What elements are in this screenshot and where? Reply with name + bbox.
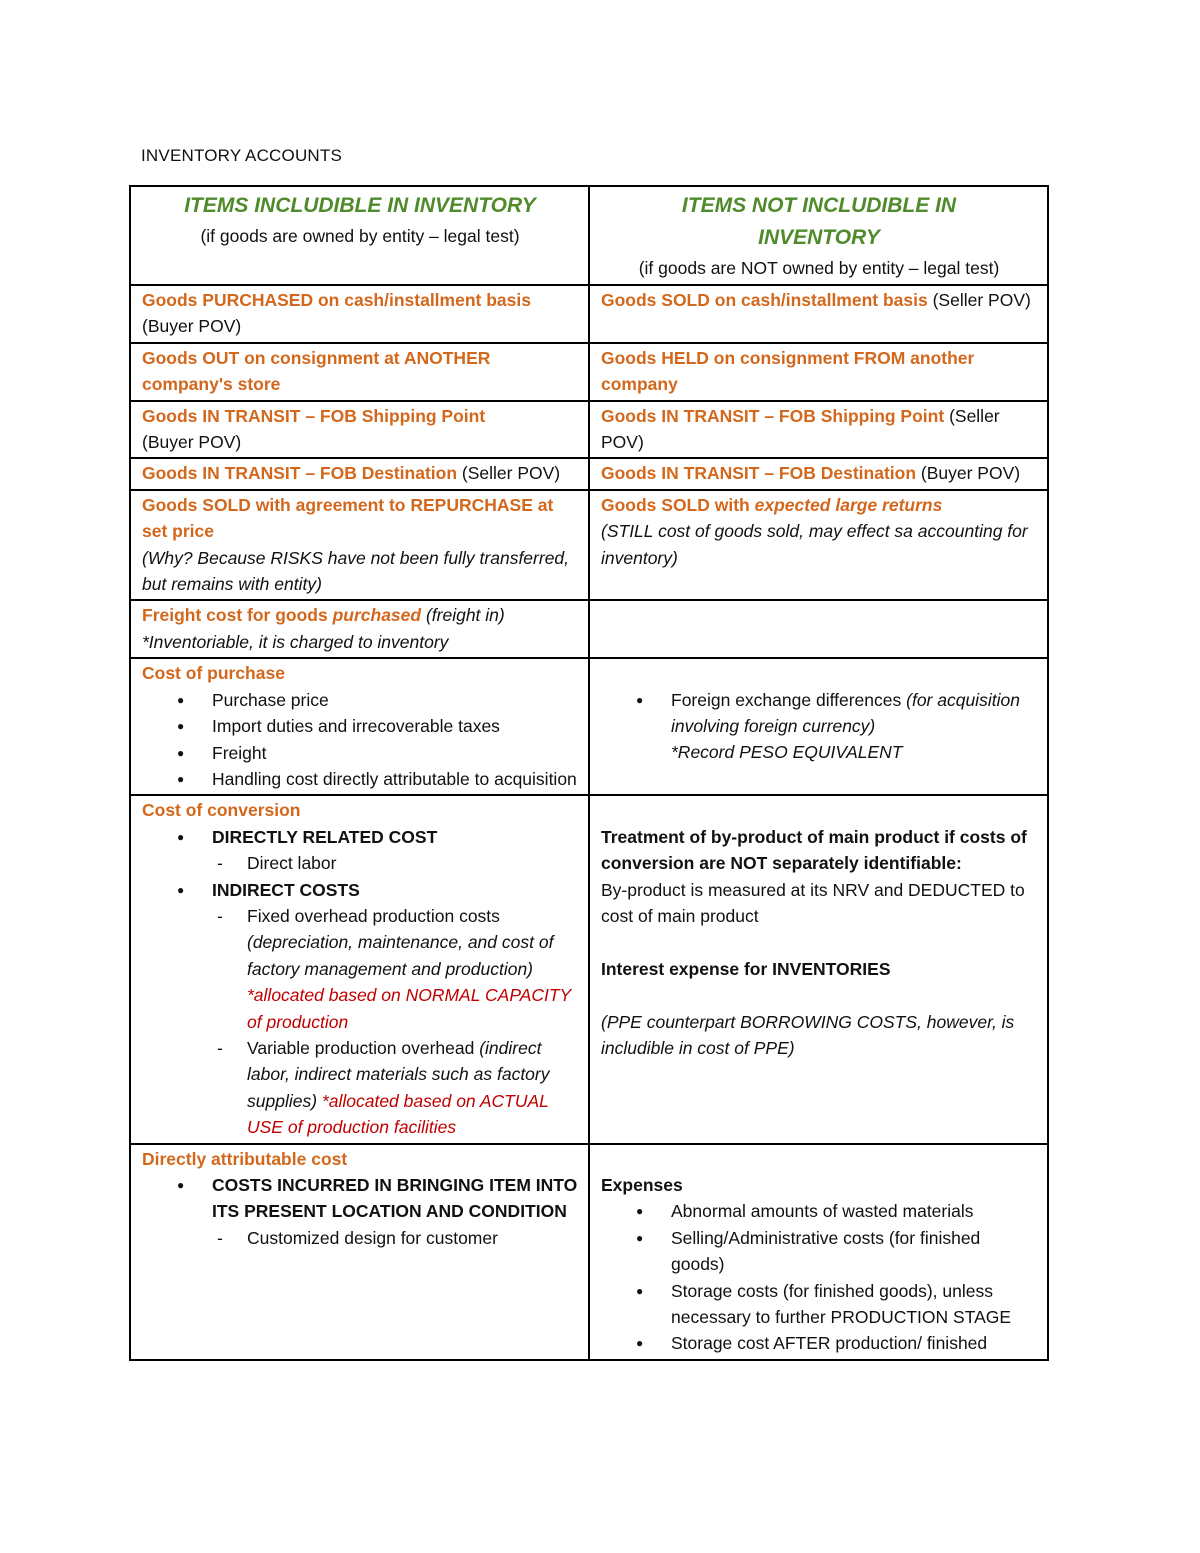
table-row [130,343,1048,401]
table-row [130,490,1048,601]
buyer-pov-note: (Buyer POV) [920,463,1021,484]
table-row [130,600,1048,658]
fob-shipping-label: Goods IN TRANSIT – FOB Shipping Point [601,405,945,426]
indirect-costs-label: INDIRECT COSTS [212,879,360,900]
foreign-exchange-note: (for acquisition involving foreign currency) [671,689,1020,737]
row-directly-attributable-cell [130,1144,589,1360]
repurchase-label: Goods SOLD with agreement to REPURCHASE at set price [142,494,554,542]
seller-pov-note: (Seller POV) [932,290,1031,310]
fob-shipping-label: Goods IN TRANSIT – FOB Shipping Point [142,405,486,426]
row-sold-cell [589,285,1048,343]
variable-overhead-allocation: *allocated based on ACTUAL USE of production facilities [247,1090,549,1138]
variable-overhead-label: Variable production overhead [247,1037,475,1058]
header-not-includible-title: ITEMS NOT INCLUDIBLE IN INVENTORY [681,194,957,249]
foreign-exchange-list [601,687,1037,766]
header-includible-title: ITEMS INCLUDIBLE IN INVENTORY [184,194,536,217]
seller-pov-note: (Seller POV) [461,463,561,484]
table-row [130,1144,1048,1360]
row-expenses-cell [589,1144,1048,1360]
directly-attributable-list [142,1172,578,1251]
fixed-overhead-allocation: *allocated based on NORMAL CAPACITY of production [247,985,571,1032]
row-fob-destination-left-cell [130,458,589,489]
header-includible-subtitle: (if goods are owned by entity – legal test) [200,226,520,246]
expenses-list [601,1198,1037,1356]
freight-label: Freight cost for goods [142,605,328,626]
row-consignment-out-cell [130,343,589,401]
variable-overhead-note: (indirect labor, indirect materials such as factory supplies) [247,1037,550,1111]
row-fob-shipping-left-cell [130,401,589,459]
goods-purchased-label: Goods PURCHASED on cash/installment basis [142,290,531,310]
goods-out-consignment-label: Goods OUT on consignment at ANOTHER company's store [142,347,491,395]
row-purchased-cell [130,285,589,343]
directly-related-cost-label: DIRECTLY RELATED COST [212,826,438,847]
direct-sub-list [212,850,578,876]
costs-incurred-label: COSTS INCURRED IN BRINGING ITEM INTO ITS PRESENT LOCATION AND CONDITION [212,1175,578,1222]
list-item [247,903,578,1035]
row-cost-of-purchase-cell [130,658,589,795]
expenses-heading: Expenses [601,1174,683,1195]
list-item: ● Handling cost directly attributable to acquisition [212,766,578,792]
table-row [130,458,1048,489]
large-returns-note: (STILL cost of goods sold, may effect sa accounting for inventory) [601,521,1028,568]
fixed-overhead-note: (depreciation, maintenance, and cost of factory management and production) [247,932,554,979]
fixed-overhead-label: Fixed overhead production costs [247,905,500,926]
indirect-sub-list [212,903,578,1141]
table-row [130,658,1048,795]
header-not-includible-subtitle: (if goods are NOT owned by entity – legal test) [638,258,1000,278]
list-item [671,687,1037,766]
row-large-returns-cell [589,490,1048,601]
list-item: ● Abnormal amounts of wasted materials [671,1198,1037,1224]
freight-in-note: (freight in) [425,605,505,626]
large-returns-label: Goods SOLD with [601,494,750,515]
buyer-pov-note: (Buyer POV) [142,316,242,337]
costs-incurred-sub-list [212,1225,578,1251]
list-item [212,1172,578,1251]
inventoriable-note: *Inventoriable, it is charged to inventory [142,631,449,652]
list-item: ● Freight [212,740,578,766]
document-title: INVENTORY ACCOUNTS [141,146,343,165]
cost-of-purchase-heading: Cost of purchase [142,663,285,684]
row-consignment-held-cell [589,343,1048,401]
goods-sold-label: Goods SOLD on cash/installment basis [601,290,928,310]
fob-destination-label: Goods IN TRANSIT – FOB Destination [142,463,458,484]
row-fob-destination-right-cell [589,458,1048,489]
inventory-table [129,185,1049,1361]
table-row [130,795,1048,1143]
row-freight-cell [130,600,589,658]
table-header-row [130,186,1048,285]
foreign-exchange-label: Foreign exchange differences [671,689,902,710]
row-byproduct-cell [589,795,1048,1143]
list-item: ● Storage costs (for finished goods), unless necessary to further PRODUCTION STAGE [671,1278,1037,1331]
header-includible [130,186,589,285]
row-repurchase-cell [130,490,589,601]
list-item [212,824,578,877]
row-fob-shipping-right-cell [589,401,1048,459]
table-row [130,285,1048,343]
interest-expense-heading: Interest expense for INVENTORIES [601,958,891,979]
list-item: - Customized design for customer [247,1225,578,1251]
list-item: ● Storage cost AFTER production/ finished [671,1330,1037,1356]
row-cost-of-conversion-cell [130,795,589,1143]
list-item: - Direct labor [247,850,578,876]
peso-equivalent-note: *Record PESO EQUIVALENT [671,742,903,763]
list-item [212,877,578,1141]
repurchase-note: (Why? Because RISKS have not been fully transferred, but remains with entity) [142,547,570,595]
goods-held-consignment-label: Goods HELD on consignment FROM another company [601,347,975,395]
freight-purchased-italic: purchased [332,605,422,626]
cost-of-conversion-heading: Cost of conversion [142,800,301,821]
list-item: ● Import duties and irrecoverable taxes [212,713,578,739]
row-freight-empty-cell [589,600,1048,658]
fob-destination-label: Goods IN TRANSIT – FOB Destination [601,463,917,484]
cost-of-conversion-list [142,824,578,1141]
byproduct-body: By-product is measured at its NRV and DEDUCTED to cost of main product [601,879,1025,926]
large-returns-italic: expected large returns [754,494,943,515]
directly-attributable-heading: Directly attributable cost [142,1148,348,1169]
buyer-pov-note: (Buyer POV) [142,432,242,453]
seller-pov-note: (Seller POV) [601,405,1000,453]
byproduct-heading: Treatment of by-product of main product if costs of conversion are NOT separately identifiable: [601,826,1027,874]
list-item: ● Selling/Administrative costs (for finished goods) [671,1225,1037,1278]
header-not-includible [589,186,1048,285]
list-item: ● Purchase price [212,687,578,713]
borrowing-costs-note: (PPE counterpart BORROWING COSTS, however, is includible in cost of PPE) [601,1011,1015,1058]
table-row [130,401,1048,459]
list-item [247,1035,578,1141]
row-foreign-exchange-cell [589,658,1048,795]
cost-of-purchase-list [142,687,578,793]
